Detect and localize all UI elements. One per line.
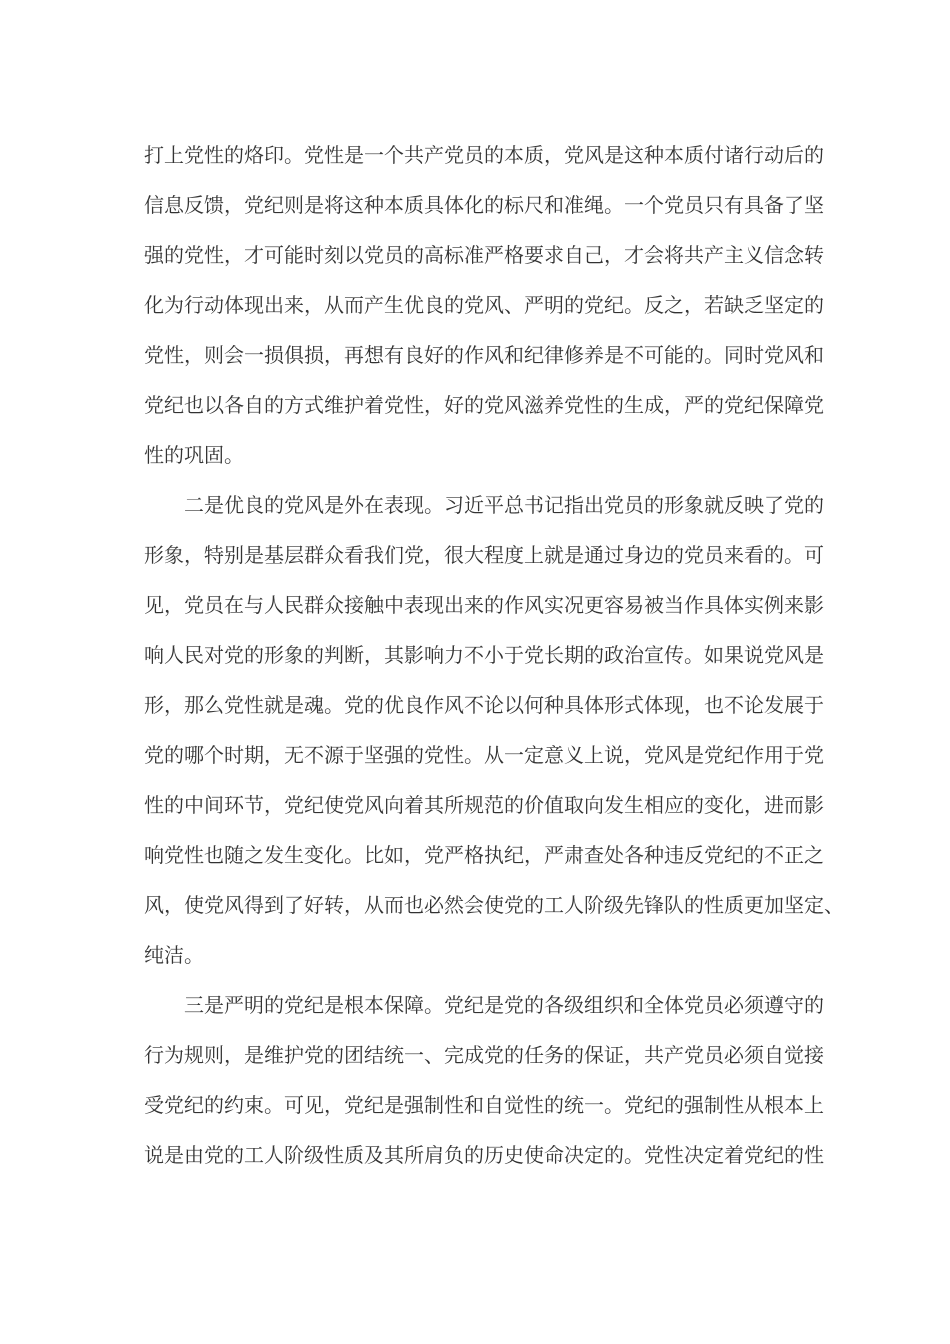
paragraph-1 [144,130,824,480]
text-line: 响党性也随之发生变化。比如，党严格执纪，严肃查处各种违反党纪的不正之 [144,843,824,867]
text-line: 党纪也以各自的方式维护着党性，好的党风滋养党性的生成，严的党纪保障党 [144,393,824,417]
text-line: 党的哪个时期，无不源于坚强的党性。从一定意义上说，党风是党纪作用于党 [144,743,824,767]
text-line: 受党纪的约束。可见，党纪是强制性和自觉性的统一。党纪的强制性从根本上 [144,1093,824,1117]
text-line: 风，使党风得到了好转，从而也必然会使党的工人阶级先锋队的性质更加坚定、 [144,893,844,917]
text-line: 形象，特别是基层群众看我们党，很大程度上就是通过身边的党员来看的。可 [144,543,824,567]
text-line: 性的中间环节，党纪使党风向着其所规范的价值取向发生相应的变化，进而影 [144,793,824,817]
text-line: 党性，则会一损俱损，再想有良好的作风和纪律修养是不可能的。同时党风和 [144,343,824,367]
text-line: 性的巩固。 [144,443,244,467]
text-line: 强的党性，才可能时刻以党员的高标准严格要求自己，才会将共产主义信念转 [144,243,824,267]
text-line: 行为规则，是维护党的团结统一、完成党的任务的保证，共产党员必须自觉接 [144,1043,824,1067]
text-line: 响人民对党的形象的判断，其影响力不小于党长期的政治宣传。如果说党风是 [144,643,824,667]
text-line: 说是由党的工人阶级性质及其所肩负的历史使命决定的。党性决定着党纪的性 [144,1143,824,1167]
text-line: 见，党员在与人民群众接触中表现出来的作风实况更容易被当作具体实例来影 [144,593,824,617]
text-line: 形，那么党性就是魂。党的优良作风不论以何种具体形式体现，也不论发展于 [144,693,824,717]
text-line: 信息反馈，党纪则是将这种本质具体化的标尺和准绳。一个党员只有具备了坚 [144,193,824,217]
text-line: 三是严明的党纪是根本保障。党纪是党的各级组织和全体党员必须遵守的 [184,993,824,1017]
text-line: 纯洁。 [144,943,204,967]
body-text [144,130,844,1180]
text-line: 打上党性的烙印。党性是一个共产党员的本质，党风是这种本质付诸行动后的 [144,143,824,167]
text-line: 化为行动体现出来，从而产生优良的党风、严明的党纪。反之，若缺乏坚定的 [144,293,824,317]
text-line: 二是优良的党风是外在表现。习近平总书记指出党员的形象就反映了党的 [184,493,824,517]
paragraph-2 [144,480,844,980]
paragraph-3 [144,980,824,1180]
